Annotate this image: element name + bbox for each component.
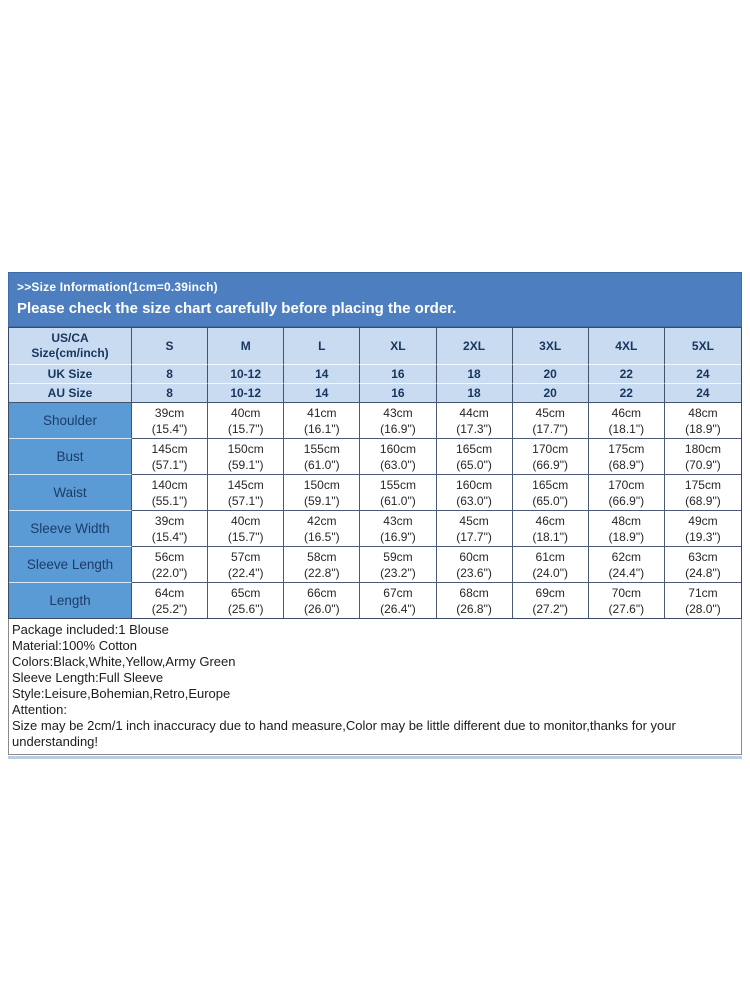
region-size-cell: 18	[437, 384, 513, 403]
measurement-inch-value: (16.1")	[304, 421, 340, 436]
measurement-inch-value: (68.9")	[685, 493, 721, 508]
measurement-cell	[360, 439, 436, 475]
measurement-cm-value: 42cm	[307, 513, 337, 528]
measurement-inch-value: (26.4")	[380, 601, 416, 616]
measurement-cell	[437, 403, 513, 439]
corner-header-cell	[9, 328, 132, 365]
measurement-inch-value: (63.0")	[456, 493, 492, 508]
region-size-row	[9, 365, 741, 384]
note-line: Sleeve Length:Full Sleeve	[12, 670, 164, 685]
measurement-cm-value: 63cm	[688, 549, 718, 564]
note-line: Style:Leisure,Bohemian,Retro,Europe	[12, 686, 231, 701]
note-line: Colors:Black,White,Yellow,Army Green	[12, 654, 236, 669]
measurement-cm-value: 43cm	[383, 405, 413, 420]
size-column-header: S	[132, 328, 208, 365]
measurement-cm-value: 44cm	[459, 405, 489, 420]
measurement-cell	[208, 439, 284, 475]
measurement-cell	[665, 511, 741, 547]
measurement-cell	[360, 475, 436, 511]
measurement-cm-value: 71cm	[688, 585, 718, 600]
notes-box	[8, 619, 742, 755]
size-column-header: XL	[360, 328, 436, 365]
measurement-cm-value: 48cm	[611, 513, 641, 528]
measurement-inch-value: (23.6")	[456, 565, 492, 580]
measurement-cm-value: 175cm	[608, 441, 645, 456]
measurement-cm-value: 45cm	[459, 513, 489, 528]
measurement-inch-value: (17.7")	[532, 421, 568, 436]
measurement-inch-value: (55.1")	[151, 493, 188, 508]
measurement-cm-value: 40cm	[231, 405, 261, 420]
measurement-row-label: Waist	[9, 475, 132, 511]
banner	[8, 272, 742, 327]
measurement-cm-value: 65cm	[231, 585, 261, 600]
measurement-cell	[437, 511, 513, 547]
measurement-cell	[284, 475, 360, 511]
size-column-header: 3XL	[513, 328, 589, 365]
measurement-cell	[132, 403, 208, 439]
measurement-inch-value: (24.8")	[685, 565, 721, 580]
measurement-inch-value: (17.7")	[456, 529, 492, 544]
region-size-cell: 20	[513, 365, 589, 384]
measurement-cm-value: 160cm	[456, 477, 493, 492]
measurement-inch-value: (27.6")	[608, 601, 645, 616]
measurement-cm-value: 70cm	[611, 585, 641, 600]
size-table-header	[9, 328, 741, 403]
measurement-cell	[589, 583, 665, 618]
measurement-inch-value: (27.2")	[532, 601, 568, 616]
measurement-inch-value: (16.5")	[304, 529, 340, 544]
measurement-row	[9, 403, 741, 439]
measurement-cm-value: 155cm	[303, 441, 340, 456]
measurement-inch-value: (22.4")	[227, 565, 264, 580]
measurement-inch-value: (16.9")	[380, 529, 416, 544]
measurement-cm-value: 61cm	[535, 549, 565, 564]
measurement-cm-value: 175cm	[684, 477, 721, 492]
measurement-cell	[589, 547, 665, 583]
measurement-cm-value: 170cm	[608, 477, 645, 492]
measurement-cell	[665, 547, 741, 583]
measurement-cell	[360, 547, 436, 583]
measurement-cell	[513, 547, 589, 583]
region-size-cell: 24	[665, 365, 741, 384]
measurement-cm-value: 57cm	[231, 549, 261, 564]
measurement-cm-value: 49cm	[688, 513, 718, 528]
measurement-inch-value: (22.0")	[151, 565, 188, 580]
measurement-cell	[437, 439, 513, 475]
measurement-cell	[437, 583, 513, 618]
size-column-header: 5XL	[665, 328, 741, 365]
measurement-inch-value: (19.3")	[685, 529, 721, 544]
measurement-inch-value: (15.4")	[151, 529, 188, 544]
corner-header-line1: US/CA	[51, 331, 89, 345]
measurement-cm-value: 58cm	[307, 549, 337, 564]
banner-subtitle: Please check the size chart carefully before placing the order.	[17, 300, 457, 317]
measurement-inch-value: (15.4")	[151, 421, 188, 436]
measurement-cell	[589, 403, 665, 439]
measurement-cm-value: 165cm	[456, 441, 493, 456]
measurement-cell	[284, 439, 360, 475]
region-size-cell: 16	[360, 384, 436, 403]
measurement-cell	[132, 583, 208, 618]
note-line: Size may be 2cm/1 inch inaccuracy due to hand measure,Color may be little different due to monitor,thanks for your understanding!	[12, 718, 676, 749]
region-size-cell: 20	[513, 384, 589, 403]
note-line: Material:100% Cotton	[12, 638, 138, 653]
measurement-cell	[513, 511, 589, 547]
measurement-cm-value: 150cm	[227, 441, 264, 456]
region-size-cell: 10-12	[208, 384, 284, 403]
measurement-row	[9, 439, 741, 475]
measurement-cell	[284, 403, 360, 439]
measurement-cm-value: 145cm	[151, 441, 188, 456]
measurement-cell	[589, 511, 665, 547]
measurement-inch-value: (15.7")	[227, 529, 264, 544]
measurement-inch-value: (23.2")	[380, 565, 416, 580]
measurement-cm-value: 39cm	[154, 513, 185, 528]
measurement-cell	[208, 583, 284, 618]
measurement-inch-value: (68.9")	[608, 457, 645, 472]
measurement-cell	[513, 439, 589, 475]
measurement-cell	[284, 511, 360, 547]
measurement-cell	[208, 475, 284, 511]
image-bottom-edge	[8, 756, 742, 759]
measurement-inch-value: (25.6")	[227, 601, 264, 616]
measurement-cm-value: 140cm	[151, 477, 188, 492]
measurement-inch-value: (66.9")	[608, 493, 645, 508]
size-column-header: L	[284, 328, 360, 365]
measurement-cm-value: 170cm	[532, 441, 569, 456]
measurement-row-label: Sleeve Width	[9, 511, 132, 547]
measurement-cm-value: 180cm	[684, 441, 721, 456]
measurement-inch-value: (18.1")	[608, 421, 645, 436]
measurement-inch-value: (15.7")	[227, 421, 264, 436]
size-column-header: 2XL	[437, 328, 513, 365]
measurement-cm-value: 48cm	[688, 405, 718, 420]
region-size-cell: 8	[132, 365, 208, 384]
measurement-inch-value: (61.0")	[380, 493, 416, 508]
measurement-inch-value: (65.0")	[456, 457, 492, 472]
measurement-inch-value: (16.9")	[380, 421, 416, 436]
region-size-cell: 22	[589, 365, 665, 384]
measurement-inch-value: (18.9")	[685, 421, 721, 436]
measurement-inch-value: (18.9")	[608, 529, 645, 544]
measurement-cm-value: 69cm	[535, 585, 565, 600]
measurement-cell	[513, 403, 589, 439]
measurement-cm-value: 165cm	[532, 477, 569, 492]
measurement-inch-value: (59.1")	[304, 493, 340, 508]
size-table	[8, 327, 742, 619]
measurement-cell	[132, 475, 208, 511]
measurement-cell	[513, 583, 589, 618]
measurement-cm-value: 60cm	[459, 549, 489, 564]
measurement-inch-value: (28.0")	[685, 601, 721, 616]
measurement-inch-value: (63.0")	[380, 457, 416, 472]
measurement-inch-value: (59.1")	[227, 457, 264, 472]
measurement-cm-value: 45cm	[535, 405, 565, 420]
measurement-inch-value: (24.4")	[608, 565, 645, 580]
region-size-cell: 10-12	[208, 365, 284, 384]
measurement-cell	[208, 547, 284, 583]
measurement-cell	[437, 547, 513, 583]
region-size-cell: 18	[437, 365, 513, 384]
measurement-cell	[208, 511, 284, 547]
measurement-cell	[437, 475, 513, 511]
measurement-cell	[132, 547, 208, 583]
measurement-inch-value: (57.1")	[151, 457, 188, 472]
measurement-row	[9, 511, 741, 547]
measurement-cm-value: 43cm	[383, 513, 413, 528]
region-size-cell: 14	[284, 365, 360, 384]
measurement-inch-value: (70.9")	[685, 457, 721, 472]
measurement-cm-value: 67cm	[383, 585, 413, 600]
region-size-row	[9, 384, 741, 403]
region-size-cell: 22	[589, 384, 665, 403]
measurement-inch-value: (65.0")	[532, 493, 568, 508]
measurement-cell	[360, 403, 436, 439]
measurement-cell	[665, 403, 741, 439]
measurement-row-label: Length	[9, 583, 132, 618]
size-column-header: 4XL	[589, 328, 665, 365]
measurement-cell	[665, 475, 741, 511]
corner-header-line2: Size(cm/inch)	[31, 346, 109, 360]
measurement-cell	[208, 403, 284, 439]
measurement-cell	[284, 547, 360, 583]
region-size-cell: 8	[132, 384, 208, 403]
measurement-cm-value: 66cm	[307, 585, 337, 600]
measurement-inch-value: (66.9")	[532, 457, 568, 472]
measurement-cm-value: 160cm	[379, 441, 416, 456]
measurement-inch-value: (18.1")	[532, 529, 568, 544]
measurement-inch-value: (61.0")	[304, 457, 340, 472]
size-column-header: M	[208, 328, 284, 365]
measurement-cell	[360, 583, 436, 618]
measurement-row	[9, 583, 741, 618]
region-row-label: AU Size	[9, 384, 132, 403]
measurement-cm-value: 150cm	[303, 477, 340, 492]
measurement-cell	[589, 439, 665, 475]
measurement-cm-value: 68cm	[459, 585, 489, 600]
measurement-row-label: Bust	[9, 439, 132, 475]
measurement-row	[9, 547, 741, 583]
region-size-cell: 14	[284, 384, 360, 403]
measurement-cell	[589, 475, 665, 511]
measurement-row	[9, 475, 741, 511]
measurement-cm-value: 39cm	[154, 405, 185, 420]
measurement-inch-value: (22.8")	[304, 565, 340, 580]
note-line: Package included:1 Blouse	[12, 622, 169, 637]
measurement-cm-value: 56cm	[154, 549, 185, 564]
measurement-inch-value: (24.0")	[532, 565, 568, 580]
measurement-cell	[132, 439, 208, 475]
measurement-cell	[665, 583, 741, 618]
measurement-inch-value: (25.2")	[151, 601, 188, 616]
measurement-row-label: Shoulder	[9, 403, 132, 439]
measurement-cm-value: 59cm	[383, 549, 413, 564]
measurement-cell	[284, 583, 360, 618]
measurement-row-label: Sleeve Length	[9, 547, 132, 583]
size-chart-image	[8, 272, 742, 759]
measurement-inch-value: (26.8")	[456, 601, 492, 616]
region-size-cell: 16	[360, 365, 436, 384]
measurement-cell	[665, 439, 741, 475]
measurement-cm-value: 155cm	[379, 477, 416, 492]
size-header-row	[9, 328, 741, 365]
measurement-inch-value: (17.3")	[456, 421, 492, 436]
measurement-cm-value: 41cm	[307, 405, 337, 420]
measurement-cm-value: 64cm	[154, 585, 185, 600]
measurement-inch-value: (57.1")	[227, 493, 264, 508]
measurement-cell	[360, 511, 436, 547]
measurement-inch-value: (26.0")	[304, 601, 340, 616]
region-row-label: UK Size	[9, 365, 132, 384]
measurement-cell	[513, 475, 589, 511]
measurement-cm-value: 40cm	[231, 513, 261, 528]
measurement-cm-value: 46cm	[611, 405, 641, 420]
measurement-cm-value: 145cm	[227, 477, 264, 492]
measurement-cm-value: 62cm	[611, 549, 641, 564]
banner-title: >>Size Information(1cm=0.39inch)	[17, 280, 218, 294]
size-table-body	[9, 403, 741, 618]
region-size-cell: 24	[665, 384, 741, 403]
note-line: Attention:	[12, 702, 67, 717]
measurement-cm-value: 46cm	[535, 513, 565, 528]
measurement-cell	[132, 511, 208, 547]
